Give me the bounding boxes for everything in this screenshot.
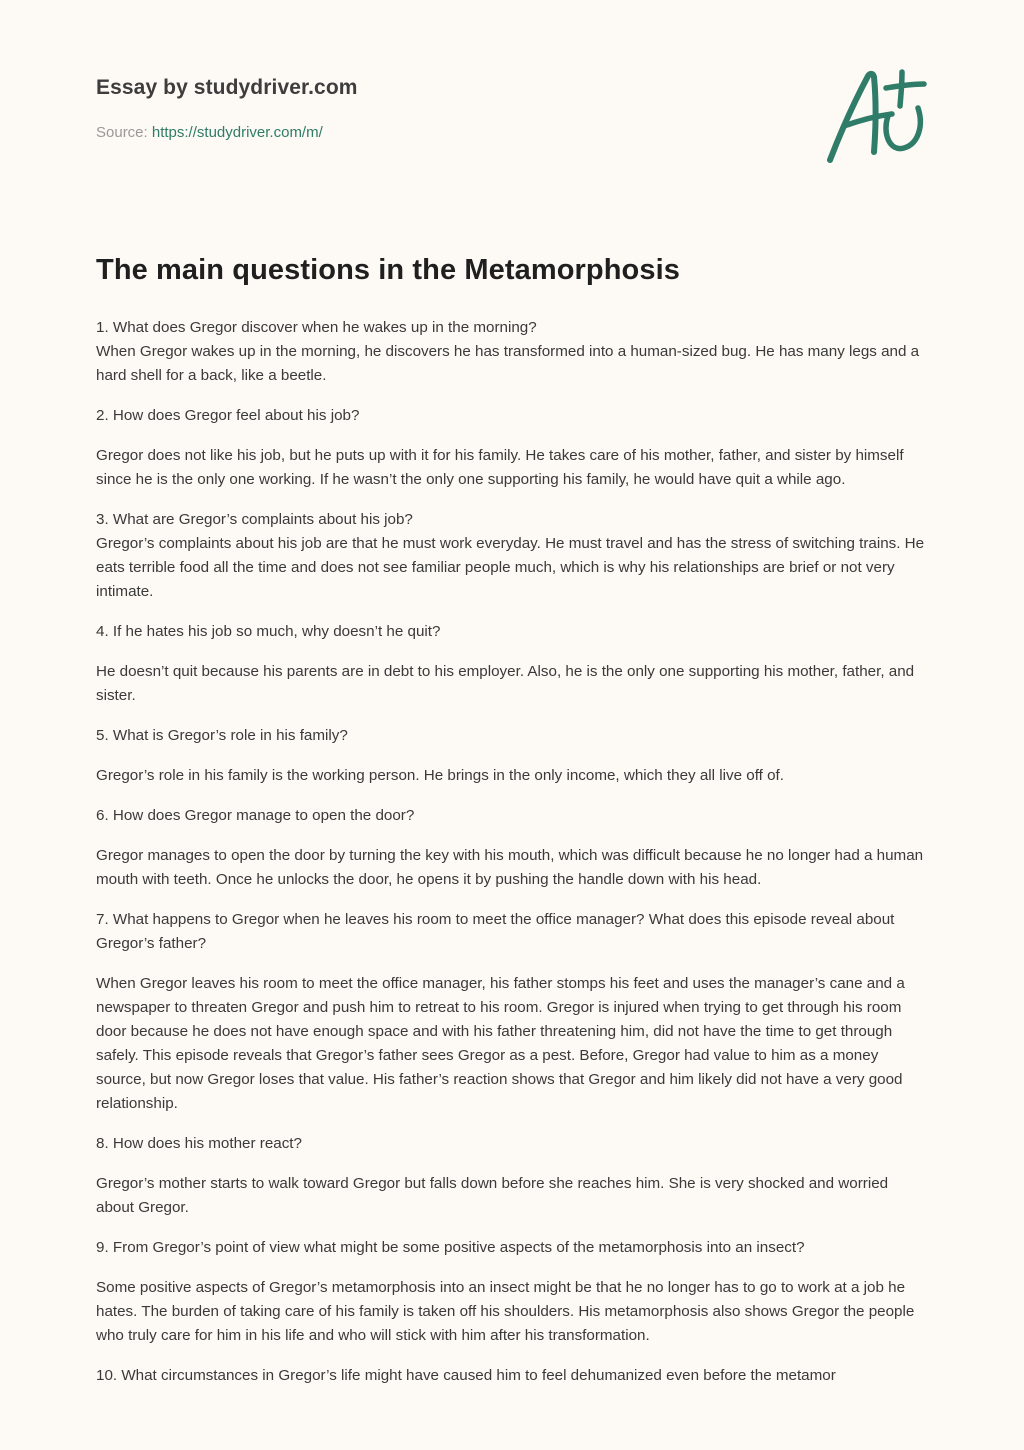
answer: When Gregor leaves his room to meet the office manager, his father stomps his feet and uses the manager’s cane and a newspaper to threaten Gregor and push him to retreat to his room. Gregor is injured when trying to get through his room door because he does not have enough space and with his father threatening him, did not have the time to get through safely. This episode reveals that Gregor’s father sees Gregor as a pest. Before, Gregor had value to him as a money source, but now Gregor loses that value. His father’s reaction shows that Gregor and him likely did not have a very good relationship. xyxy=(96,975,905,1112)
question: 1. What does Gregor discover when he wakes up in the morning? xyxy=(96,319,537,336)
question: 7. What happens to Gregor when he leaves his room to meet the office manager? What does this episode reveal about Gregor’s father? xyxy=(96,911,895,952)
question: 9. From Gregor’s point of view what might be some positive aspects of the metamorphosis into an insect? xyxy=(96,1239,805,1256)
site-brand: Essay by studydriver.com xyxy=(96,76,358,99)
source-line xyxy=(96,124,323,141)
answer: Gregor’s role in his family is the working person. He brings in the only income, which they all live off of. xyxy=(96,767,784,784)
answer: When Gregor wakes up in the morning, he discovers he has transformed into a human-sized bug. He has many legs and a hard shell for a back, like a beetle. xyxy=(96,343,920,384)
source-link[interactable]: https://studydriver.com/m/ xyxy=(151,124,323,141)
question: 4. If he hates his job so much, why doesn’t he quit? xyxy=(96,623,441,640)
answer: Gregor does not like his job, but he puts up with it for his family. He takes care of his mother, father, and sister by himself since he is the only one working. If he wasn’t the only one supporting his family, he would have quit a while ago. xyxy=(96,447,904,488)
question: 8. How does his mother react? xyxy=(96,1135,302,1152)
question: 10. What circumstances in Gregor’s life might have caused him to feel dehumanized even before the metamor xyxy=(96,1367,836,1384)
page-title: The main questions in the Metamorphosis xyxy=(96,254,680,286)
qa-item xyxy=(96,508,928,604)
question: 3. What are Gregor’s complaints about his job? xyxy=(96,511,413,528)
source-label: Source: xyxy=(96,124,148,141)
a-plus-logo xyxy=(818,64,930,168)
essay-body xyxy=(96,316,928,1404)
answer: Gregor’s mother starts to walk toward Gregor but falls down before she reaches him. She is very shocked and worried about Gregor. xyxy=(96,1175,889,1216)
answer: Gregor’s complaints about his job are that he must work everyday. He must travel and has the stress of switching trains. He eats terrible food all the time and does not see familiar people much, which is why his relationships are brief or not very intimate. xyxy=(96,535,925,600)
question: 6. How does Gregor manage to open the door? xyxy=(96,807,415,824)
question: 5. What is Gregor’s role in his family? xyxy=(96,727,348,744)
qa-item xyxy=(96,316,928,388)
answer: Some positive aspects of Gregor’s metamorphosis into an insect might be that he no longer has to go to work at a job he hates. The burden of taking care of his family is taken off his shoulders. His metamorphosis also shows Gregor the people who truly care for him in his life and who will stick with him after his transformation. xyxy=(96,1279,915,1344)
answer: He doesn’t quit because his parents are in debt to his employer. Also, he is the only one supporting his mother, father, and sister. xyxy=(96,663,915,704)
question: 2. How does Gregor feel about his job? xyxy=(96,407,360,424)
answer: Gregor manages to open the door by turning the key with his mouth, which was difficult because he no longer had a human mouth with teeth. Once he unlocks the door, he opens it by pushing the handle down with his head. xyxy=(96,847,924,888)
